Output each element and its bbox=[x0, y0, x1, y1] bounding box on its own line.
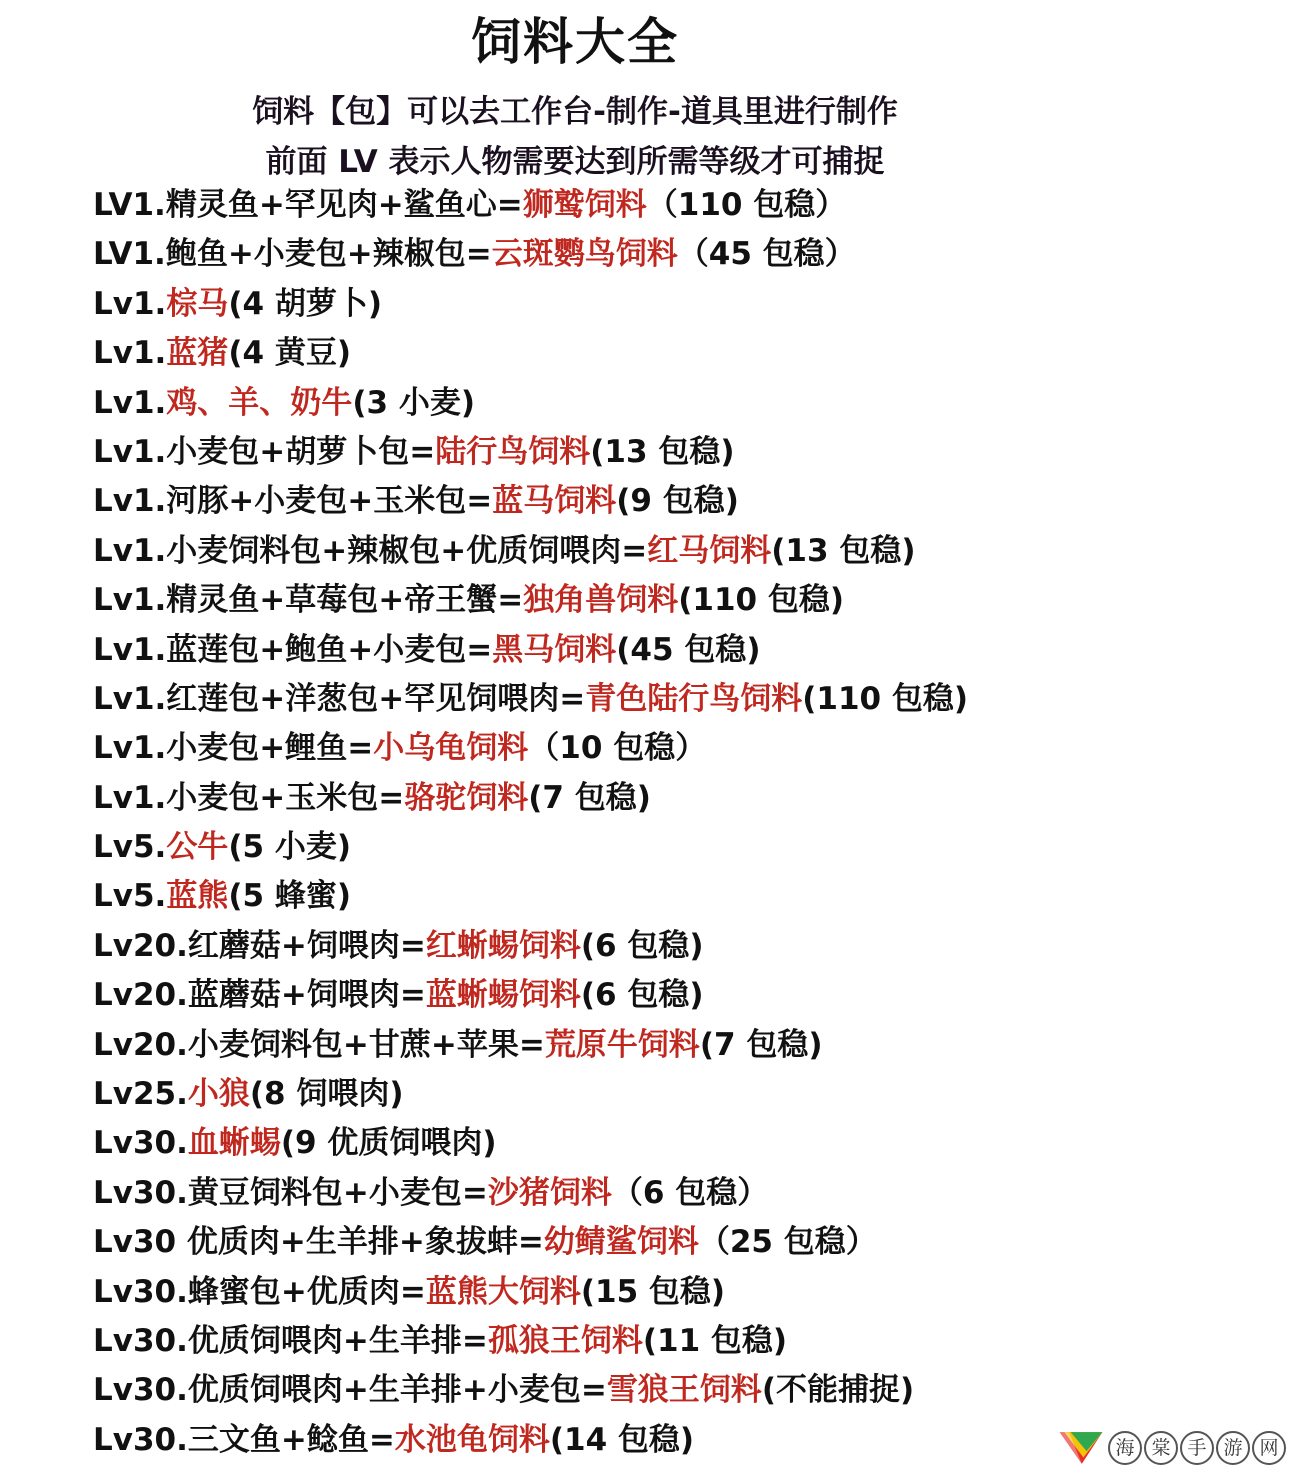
recipe-yield: (14 包稳) bbox=[549, 1421, 695, 1458]
recipe-row bbox=[93, 972, 968, 1021]
recipe-row bbox=[93, 676, 968, 725]
recipe-feed-name: 蓝马饲料 bbox=[492, 483, 617, 520]
recipe-row bbox=[93, 1219, 968, 1268]
recipe-row bbox=[93, 380, 968, 429]
subtitle-level-note: 前面 LV 表示人物需要达到所需等级才可捕捉 bbox=[265, 144, 885, 180]
recipe-ingredients: Lv30. bbox=[93, 1125, 188, 1162]
recipe-feed-name: 红蜥蜴饲料 bbox=[425, 927, 581, 964]
recipe-ingredients: Lv30.黄豆饲料包+小麦包= bbox=[93, 1174, 488, 1211]
recipe-ingredients: Lv1.小麦饲料包+辣椒包+优质饲喂肉= bbox=[93, 532, 648, 569]
recipe-yield: (7 包稳) bbox=[528, 779, 651, 816]
recipe-ingredients: Lv1. bbox=[93, 335, 167, 372]
recipe-ingredients: Lv5. bbox=[93, 878, 167, 915]
recipe-yield: (不能捕捉) bbox=[761, 1372, 915, 1409]
recipe-ingredients: Lv1.小麦包+玉米包= bbox=[93, 779, 405, 816]
recipe-yield: （110 包稳） bbox=[646, 187, 847, 223]
recipe-feed-name: 幼鲭鲨饲料 bbox=[543, 1224, 699, 1261]
recipe-row bbox=[93, 775, 968, 824]
recipe-yield: (45 包稳) bbox=[616, 631, 761, 668]
recipe-ingredients: Lv1.小麦包+胡萝卜包= bbox=[93, 433, 436, 470]
recipe-feed-name: 蓝猪 bbox=[166, 335, 229, 372]
recipe-ingredients: LV1.鲍鱼+小麦包+辣椒包= bbox=[93, 236, 492, 273]
recipe-feed-name: 沙猪饲料 bbox=[487, 1174, 612, 1211]
recipe-row bbox=[93, 182, 968, 231]
recipe-ingredients: Lv30.蜂蜜包+优质肉= bbox=[93, 1273, 426, 1310]
recipe-feed-name: 孤狼王饲料 bbox=[487, 1322, 643, 1359]
recipe-yield: （25 包稳） bbox=[698, 1224, 877, 1261]
recipe-feed-name: 鸡、羊、奶牛 bbox=[166, 384, 353, 421]
recipe-feed-name: 独角兽饲料 bbox=[523, 582, 679, 619]
recipe-ingredients: Lv20.蓝蘑菇+饲喂肉= bbox=[93, 977, 426, 1014]
recipe-row bbox=[93, 429, 968, 478]
recipe-row bbox=[93, 1022, 968, 1071]
recipe-row bbox=[93, 1120, 968, 1169]
recipe-row bbox=[93, 281, 968, 330]
recipe-feed-name: 血蜥蜴 bbox=[187, 1125, 281, 1162]
recipe-feed-name: 雪狼王饲料 bbox=[606, 1372, 762, 1409]
recipe-ingredients: Lv5. bbox=[93, 829, 167, 866]
recipe-feed-name: 青色陆行鸟饲料 bbox=[585, 680, 803, 717]
page-title: 饲料大全 bbox=[471, 13, 679, 71]
recipe-yield: (9 包稳) bbox=[616, 483, 739, 520]
watermark-char: 网 bbox=[1252, 1431, 1286, 1465]
recipe-ingredients: Lv25. bbox=[93, 1076, 188, 1113]
recipe-ingredients: Lv30.优质饲喂肉+生羊排+小麦包= bbox=[93, 1372, 607, 1409]
recipe-yield: (11 包稳) bbox=[642, 1322, 788, 1359]
recipe-ingredients: Lv1. bbox=[93, 384, 167, 421]
recipe-feed-name: 红马饲料 bbox=[647, 532, 772, 569]
recipe-ingredients: Lv30.三文鱼+鲶鱼= bbox=[93, 1421, 395, 1458]
recipe-yield: (13 包稳) bbox=[771, 532, 916, 569]
recipe-ingredients: Lv20.红蘑菇+饲喂肉= bbox=[93, 927, 426, 964]
recipe-yield: (110 包稳) bbox=[678, 582, 845, 619]
recipe-feed-name: 公牛 bbox=[166, 829, 229, 866]
recipe-yield: (4 黄豆) bbox=[228, 335, 352, 372]
recipe-row bbox=[93, 1269, 968, 1318]
recipe-feed-name: 棕马 bbox=[166, 285, 229, 322]
recipe-ingredients: Lv20.小麦饲料包+甘蔗+苹果= bbox=[93, 1026, 545, 1063]
recipe-ingredients: Lv1.小麦包+鲤鱼= bbox=[93, 730, 374, 767]
watermark-char: 棠 bbox=[1144, 1431, 1178, 1465]
recipe-yield: (7 包稳) bbox=[699, 1026, 823, 1063]
recipe-feed-name: 狮鹫饲料 bbox=[522, 187, 647, 223]
watermark-char: 海 bbox=[1108, 1431, 1142, 1465]
recipe-yield: (5 小麦) bbox=[228, 829, 352, 866]
recipe-yield: (6 包稳) bbox=[580, 927, 704, 964]
recipe-ingredients: Lv1. bbox=[93, 285, 167, 322]
recipe-yield: （10 包稳） bbox=[528, 730, 707, 767]
recipe-feed-name: 云斑鹦鸟饲料 bbox=[491, 236, 678, 273]
recipe-row bbox=[93, 1071, 968, 1120]
subtitle-crafting-note: 饲料【包】可以去工作台-制作-道具里进行制作 bbox=[252, 94, 898, 130]
recipe-row bbox=[93, 824, 968, 873]
recipe-row bbox=[93, 330, 968, 379]
recipe-yield: (110 包稳) bbox=[802, 680, 969, 717]
recipe-row bbox=[93, 231, 968, 280]
recipe-row bbox=[93, 1170, 968, 1219]
watermark-text bbox=[1108, 1431, 1286, 1465]
recipe-row bbox=[93, 478, 968, 527]
recipe-feed-name: 蓝熊大饲料 bbox=[425, 1273, 581, 1310]
watermark bbox=[1058, 1420, 1286, 1476]
recipe-yield: (4 胡萝卜) bbox=[228, 285, 383, 322]
recipe-yield: （45 包稳） bbox=[677, 236, 856, 273]
recipe-feed-name: 蓝熊 bbox=[166, 878, 229, 915]
recipe-yield: (3 小麦) bbox=[352, 384, 476, 421]
recipe-row bbox=[93, 577, 968, 626]
recipe-ingredients: Lv1.红莲包+洋葱包+罕见饲喂肉= bbox=[93, 680, 586, 717]
recipe-feed-name: 小狼 bbox=[187, 1076, 250, 1113]
recipe-feed-name: 小乌龟饲料 bbox=[373, 730, 529, 767]
recipe-yield: (15 包稳) bbox=[580, 1273, 726, 1310]
recipe-row bbox=[93, 873, 968, 922]
recipe-ingredients: Lv1.蓝莲包+鲍鱼+小麦包= bbox=[93, 631, 493, 668]
recipe-yield: (9 优质饲喂肉) bbox=[280, 1125, 497, 1162]
recipe-yield: (5 蜂蜜) bbox=[228, 878, 352, 915]
recipe-row bbox=[93, 1318, 968, 1367]
recipe-feed-name: 骆驼饲料 bbox=[404, 779, 529, 816]
recipe-row bbox=[93, 725, 968, 774]
recipe-feed-name: 荒原牛饲料 bbox=[544, 1026, 700, 1063]
recipe-row bbox=[93, 1417, 968, 1466]
recipe-yield: (8 饲喂肉) bbox=[249, 1076, 404, 1113]
feed-list bbox=[93, 182, 968, 1466]
recipe-yield: (13 包稳) bbox=[590, 433, 735, 470]
recipe-row bbox=[93, 923, 968, 972]
recipe-yield: (6 包稳) bbox=[580, 977, 704, 1014]
recipe-feed-name: 黑马饲料 bbox=[492, 631, 617, 668]
recipe-ingredients: LV1.精灵鱼+罕见肉+鲨鱼心= bbox=[93, 187, 523, 223]
recipe-feed-name: 水池龟饲料 bbox=[394, 1421, 550, 1458]
watermark-char: 游 bbox=[1216, 1431, 1250, 1465]
recipe-row bbox=[93, 528, 968, 577]
recipe-yield: （6 包稳） bbox=[611, 1174, 769, 1211]
recipe-feed-name: 陆行鸟饲料 bbox=[435, 433, 591, 470]
recipe-feed-name: 蓝蜥蜴饲料 bbox=[425, 977, 581, 1014]
triangle-logo-icon bbox=[1058, 1424, 1104, 1472]
watermark-char: 手 bbox=[1180, 1431, 1214, 1465]
recipe-ingredients: Lv1.精灵鱼+草莓包+帝王蟹= bbox=[93, 582, 524, 619]
recipe-row bbox=[93, 627, 968, 676]
recipe-row bbox=[93, 1367, 968, 1416]
recipe-ingredients: Lv30 优质肉+生羊排+象拔蚌= bbox=[93, 1224, 544, 1261]
recipe-ingredients: Lv1.河豚+小麦包+玉米包= bbox=[93, 483, 493, 520]
recipe-ingredients: Lv30.优质饲喂肉+生羊排= bbox=[93, 1322, 488, 1359]
